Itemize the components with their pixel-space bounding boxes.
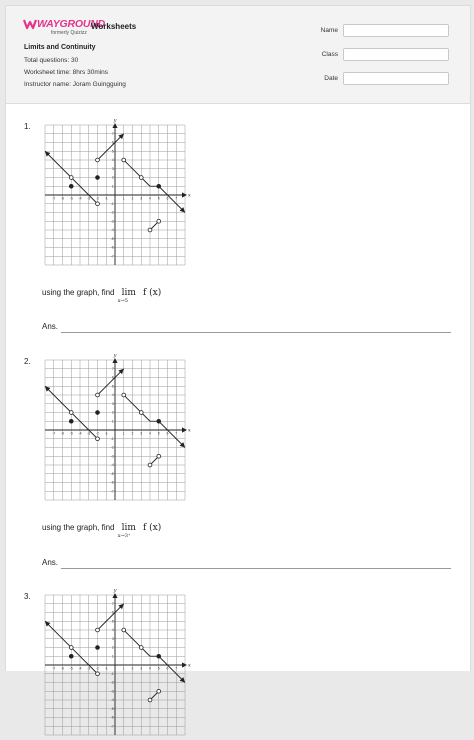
x-tick-label: 3 — [140, 431, 143, 436]
y-axis-label: y — [113, 587, 117, 594]
y-tick-label: -1 — [110, 671, 114, 676]
x-tick-label: 3 — [140, 196, 143, 201]
x-tick-label: 4 — [149, 666, 151, 671]
y-tick-label: -2 — [110, 680, 114, 685]
y-tick-label: 7 — [111, 601, 114, 606]
closed-point — [69, 654, 73, 658]
y-tick-label: 5 — [111, 149, 114, 154]
arrowhead-icon — [112, 593, 117, 598]
question-prompt — [42, 288, 162, 304]
y-tick-label: -7 — [110, 254, 114, 259]
function-segment — [98, 131, 124, 163]
open-point — [96, 202, 100, 206]
date-label: Date — [324, 75, 338, 82]
open-point — [96, 158, 100, 162]
name-field[interactable] — [343, 24, 449, 37]
y-tick-label: -3 — [110, 219, 114, 224]
x-tick-label: -2 — [95, 431, 100, 436]
x-tick-label: 6 — [166, 666, 169, 671]
x-axis-label: x — [188, 662, 191, 669]
worksheet-header — [6, 6, 470, 104]
open-point — [157, 689, 161, 693]
x-tick-label: -6 — [60, 431, 65, 436]
question-number: 2. — [24, 357, 31, 366]
function-graph — [42, 352, 191, 505]
x-tick-label: 3 — [140, 666, 143, 671]
worksheet-time: Worksheet time: 8hrs 30mins — [24, 69, 109, 76]
y-tick-label: 6 — [111, 610, 114, 615]
class-label: Class — [321, 51, 338, 58]
function-segment — [98, 601, 124, 633]
x-tick-label: -5 — [69, 431, 73, 436]
x-tick-label: 2 — [131, 666, 134, 671]
open-point — [69, 176, 73, 180]
y-tick-label: 1 — [111, 654, 114, 659]
y-tick-label: 5 — [111, 384, 114, 389]
open-point — [96, 672, 100, 676]
x-tick-label: 4 — [149, 196, 151, 201]
answer-label: Ans. — [42, 558, 59, 567]
y-axis-label: y — [113, 117, 117, 124]
x-tick-label: -7 — [52, 431, 56, 436]
open-point — [122, 393, 126, 397]
y-tick-label: -5 — [110, 706, 114, 711]
y-tick-label: 3 — [111, 166, 114, 171]
y-tick-label: -4 — [110, 698, 114, 703]
x-tick-label: -4 — [78, 666, 82, 671]
function-graph — [42, 117, 191, 270]
open-point — [96, 437, 100, 441]
function-expression: f (x) — [142, 523, 162, 533]
x-tick-label: -1 — [104, 196, 108, 201]
instructor-name: Instructor name: Joram Guingguing — [24, 81, 126, 88]
open-point — [157, 219, 161, 223]
y-tick-label: -2 — [110, 445, 114, 450]
y-tick-label: 3 — [111, 636, 114, 641]
y-tick-label: 7 — [111, 131, 114, 136]
arrowhead-icon — [112, 358, 117, 363]
open-point — [148, 463, 152, 467]
x-tick-label: 5 — [157, 196, 160, 201]
function-segment — [159, 186, 185, 212]
x-tick-label: -2 — [95, 666, 100, 671]
limit-text: lim — [121, 523, 136, 533]
y-tick-label: -6 — [110, 245, 114, 250]
x-tick-label: 7 — [175, 666, 178, 671]
name-label: Name — [320, 27, 338, 34]
x-tick-label: 1 — [122, 666, 125, 671]
y-tick-label: -3 — [110, 454, 114, 459]
y-tick-label: 2 — [111, 645, 114, 650]
open-point — [148, 228, 152, 232]
arrowhead-icon — [182, 662, 187, 667]
answer-line[interactable] — [61, 332, 451, 333]
x-tick-label: -5 — [69, 196, 73, 201]
x-tick-label: -2 — [95, 196, 100, 201]
open-point — [122, 158, 126, 162]
limit-operator — [117, 288, 138, 304]
function-segment — [124, 160, 150, 186]
function-segment — [159, 656, 185, 682]
worksheet-page — [5, 5, 471, 729]
x-tick-label: -6 — [60, 666, 65, 671]
limit-approach: x→5 — [117, 298, 128, 304]
closed-point — [96, 176, 100, 180]
open-point — [139, 646, 143, 650]
function-segment — [124, 630, 150, 656]
y-tick-label: -4 — [110, 463, 114, 468]
open-point — [96, 393, 100, 397]
arrowhead-icon — [182, 427, 187, 432]
y-axis-label: y — [113, 352, 117, 359]
y-tick-label: 3 — [111, 401, 114, 406]
y-tick-label: -6 — [110, 715, 114, 720]
x-tick-label: -7 — [52, 196, 56, 201]
x-tick-label: 2 — [131, 431, 134, 436]
x-tick-label: -1 — [104, 666, 108, 671]
prompt-text: using the graph, find — [42, 523, 115, 532]
y-tick-label: 6 — [111, 140, 114, 145]
y-tick-label: 5 — [111, 619, 114, 624]
y-tick-label: 6 — [111, 375, 114, 380]
y-tick-label: -7 — [110, 489, 114, 494]
y-tick-label: 1 — [111, 184, 114, 189]
answer-line[interactable] — [61, 568, 451, 569]
y-tick-label: -3 — [110, 689, 114, 694]
function-graph — [42, 587, 191, 740]
closed-point — [69, 184, 73, 188]
x-tick-label: -5 — [69, 666, 73, 671]
x-tick-label: -7 — [52, 666, 56, 671]
y-tick-label: 7 — [111, 366, 114, 371]
question-number: 3. — [24, 592, 31, 601]
y-tick-label: -7 — [110, 724, 114, 729]
open-point — [157, 454, 161, 458]
y-tick-label: 4 — [111, 628, 114, 633]
y-tick-label: 2 — [111, 410, 114, 415]
open-point — [69, 411, 73, 415]
open-point — [69, 646, 73, 650]
question-number: 1. — [24, 122, 31, 131]
brand-logo — [24, 18, 106, 40]
open-point — [139, 411, 143, 415]
x-tick-label: -3 — [87, 666, 91, 671]
open-point — [96, 628, 100, 632]
x-tick-label: 1 — [122, 196, 125, 201]
question-prompt — [42, 523, 162, 539]
x-tick-label: 2 — [131, 196, 134, 201]
x-tick-label: 7 — [175, 196, 178, 201]
logo-subtext: formerly Quizizz — [51, 30, 87, 36]
function-segment — [159, 421, 185, 447]
x-axis-label: x — [188, 192, 191, 199]
y-tick-label: -1 — [110, 201, 114, 206]
x-tick-label: 6 — [166, 196, 169, 201]
x-tick-label: 5 — [157, 431, 160, 436]
closed-point — [96, 411, 100, 415]
logo-wordmark: WAYGROUND — [37, 18, 106, 30]
worksheet-title: Limits and Continuity — [24, 44, 96, 51]
date-field[interactable] — [343, 72, 449, 85]
closed-point — [96, 646, 100, 650]
y-tick-label: -1 — [110, 436, 114, 441]
arrowhead-icon — [112, 123, 117, 128]
y-tick-label: -5 — [110, 236, 114, 241]
x-tick-label: -3 — [87, 431, 91, 436]
x-tick-label: -6 — [60, 196, 65, 201]
wayground-logo-icon — [24, 19, 36, 29]
y-tick-label: 4 — [111, 158, 114, 163]
total-questions: Total questions: 30 — [24, 57, 79, 64]
x-tick-label: -4 — [78, 196, 82, 201]
x-tick-label: 6 — [166, 431, 169, 436]
y-tick-label: -4 — [110, 228, 114, 233]
open-point — [148, 698, 152, 702]
arrowhead-icon — [182, 192, 187, 197]
x-axis-label: x — [188, 427, 191, 434]
function-segment — [124, 395, 150, 421]
x-tick-label: 7 — [175, 431, 178, 436]
y-tick-label: -6 — [110, 480, 114, 485]
x-tick-label: 1 — [122, 431, 125, 436]
limit-operator — [117, 523, 138, 539]
class-field[interactable] — [343, 48, 449, 61]
open-point — [122, 628, 126, 632]
open-point — [139, 176, 143, 180]
y-tick-label: 2 — [111, 175, 114, 180]
closed-point — [69, 419, 73, 423]
function-expression: f (x) — [142, 288, 162, 298]
y-tick-label: 4 — [111, 393, 114, 398]
prompt-text: using the graph, find — [42, 288, 115, 297]
limit-approach: x→3⁺ — [117, 533, 131, 539]
answer-label: Ans. — [42, 322, 59, 331]
y-tick-label: -2 — [110, 210, 114, 215]
x-tick-label: -1 — [104, 431, 108, 436]
x-tick-label: -3 — [87, 196, 91, 201]
x-tick-label: 5 — [157, 666, 160, 671]
x-tick-label: -4 — [78, 431, 82, 436]
y-tick-label: -5 — [110, 471, 114, 476]
x-tick-label: 4 — [149, 431, 151, 436]
function-segment — [98, 366, 124, 398]
limit-text: lim — [121, 288, 136, 298]
y-tick-label: 1 — [111, 419, 114, 424]
app-title: Worksheets — [91, 22, 137, 31]
